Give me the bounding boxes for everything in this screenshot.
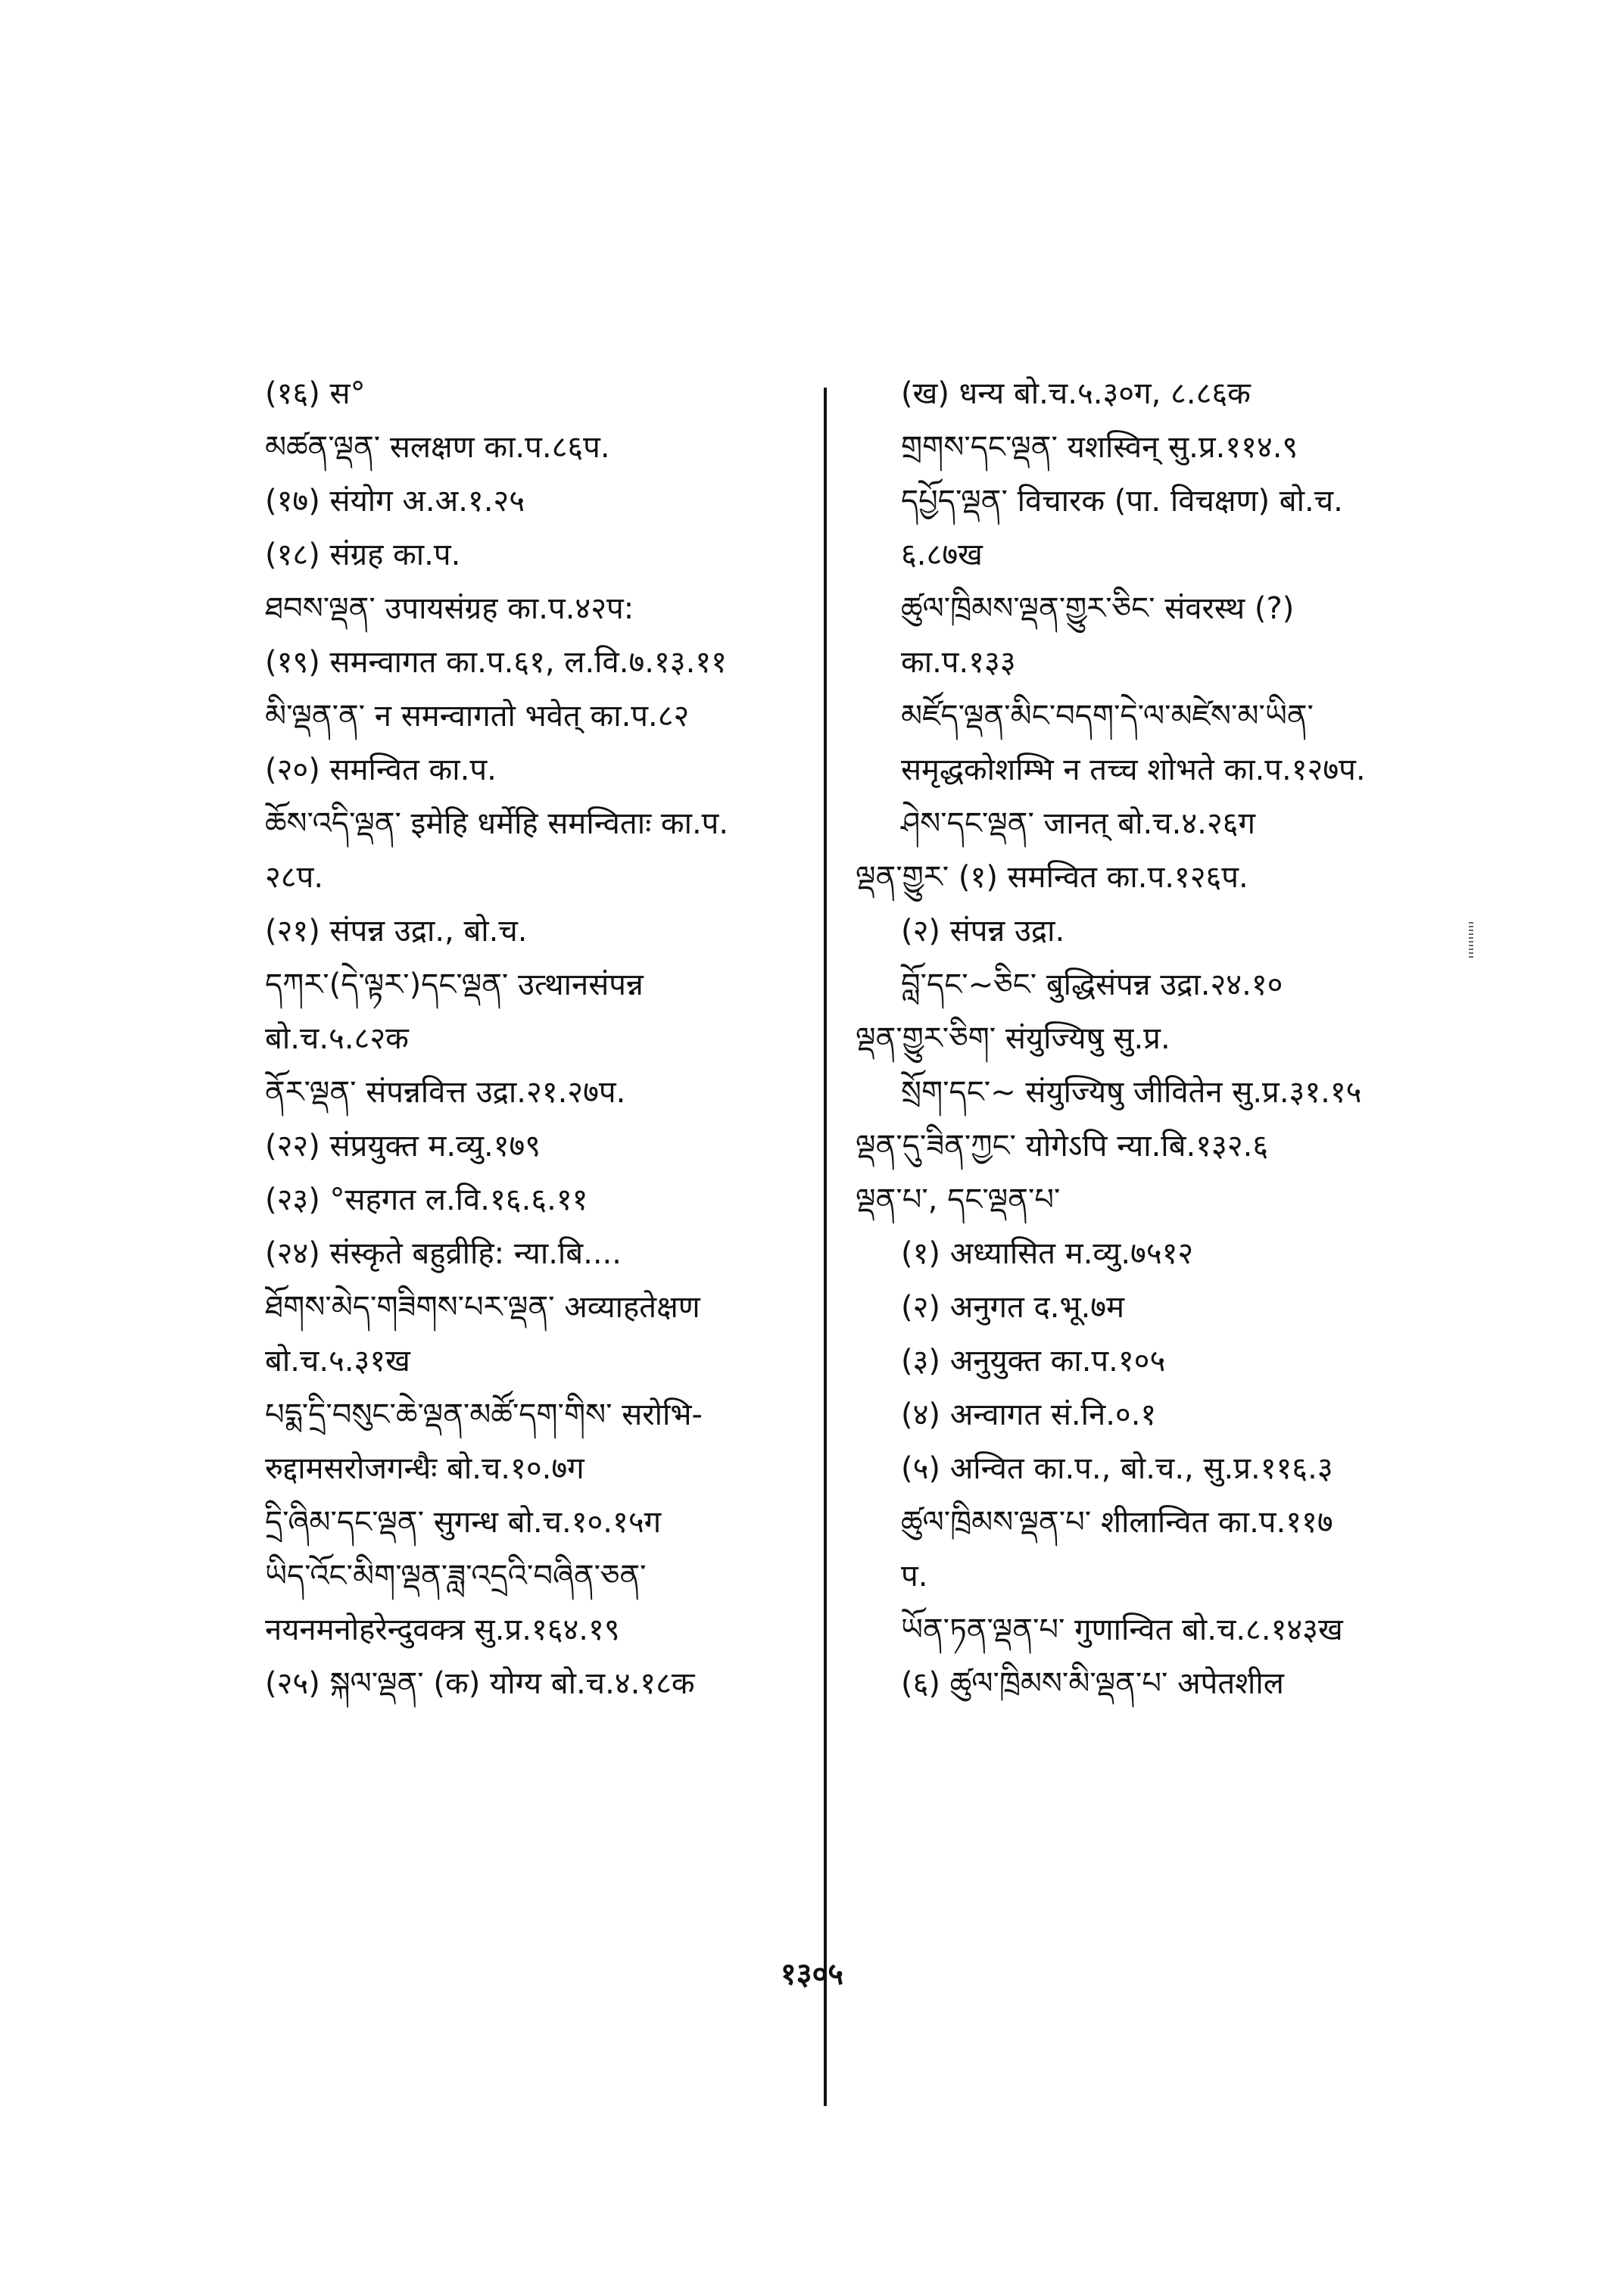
column-divider	[824, 388, 827, 2106]
sub-entry-line: समृद्धकोशम्भि न तच्च शोभते का.प.१२७प.	[901, 752, 1366, 787]
sub-entry-line: སྲོག་དང་~ संयुज्यिषु जीवितेन सु.प्र.३१.१५	[901, 1075, 1362, 1110]
sub-entry-line: དཔྱོད་ལྡན་ विचारक (पा. विचक्षण) बो.च.	[901, 484, 1343, 519]
sub-entry-line: ཤེས་དང་ལྡན་ जानत् बो.च.४.२६ग	[901, 806, 1255, 841]
sub-entry-line: का.प.१३३	[901, 645, 1016, 680]
entry-line: बो.च.५.८२क	[265, 1021, 409, 1056]
entry-line: (१६) स°	[265, 376, 366, 411]
sub-entry-line: (२) संपन्न उद्रा.	[901, 914, 1065, 949]
sub-entry-line: (ख) धन्य बो.च.५.३०ग, ८.८६क	[901, 376, 1251, 411]
entry-line: དྲི་ཞིམ་དང་ལྡན་ सुगन्ध बो.च.१०.१५ग	[265, 1505, 662, 1540]
entry-line: (२३) °सहगत ल.वि.१६.६.११	[265, 1182, 588, 1217]
sub-entry-line: ཡོན་ཏན་ལྡན་པ་ गुणान्वित बो.च.८.१४३ख	[901, 1612, 1343, 1647]
headword-line: ལྡན་དུ་ཟིན་ཀྱང་ योगेऽपि न्या.बि.१३२.६	[856, 1129, 1269, 1164]
sub-entry-line: (३) अनुयुक्त का.प.१०५	[901, 1344, 1166, 1379]
entry-line: (२०) समन्वित का.प.	[265, 752, 497, 787]
entry-line: (२४) संस्कृते बहुव्रीहि: न्या.बि....	[265, 1236, 622, 1271]
left-column	[265, 369, 810, 1713]
entry-line: ཐོགས་མེད་གཟིགས་པར་ལྡན་ अव्याहतेक्षण	[265, 1290, 700, 1325]
sub-entry-line: ཚུལ་ཁྲིམས་ལྡན་གྱུར་ཅིང་ संवरस्थ (?)	[901, 591, 1295, 626]
headword-line: ལྡན་གྱུར་ (१) समन्वित का.प.१२६प.	[856, 860, 1248, 895]
sub-entry-line: (१) अध्यासित म.व्यु.७५१२	[901, 1236, 1194, 1271]
sub-entry-line: (५) अन्वित का.प., बो.च., सु.प्र.११६.३	[901, 1451, 1333, 1486]
page-number: १३०५	[780, 1957, 844, 1992]
entry-line: (१७) संयोग अ.अ.१.२५	[265, 484, 525, 519]
sub-entry-line: གྲགས་དང་ལྡན་ यशस्विन् सु.प्र.११४.९	[901, 430, 1298, 465]
sub-entry-line: བློ་དང་~ཅིང་ बुद्धिसंपन्न उद्रा.२४.१०	[901, 967, 1283, 1002]
headword-line: ལྡན་གྱུར་ཅིག་ संयुज्यिषु सु.प्र.	[856, 1021, 1170, 1056]
entry-line: बो.च.५.३१ख	[265, 1344, 410, 1379]
entry-line: (२२) संप्रयुक्त म.व्यु.१७९	[265, 1129, 541, 1164]
sub-entry-line: (४) अन्वागत सं.नि.०.१	[901, 1397, 1157, 1432]
entry-line: ཡིད་འོང་མིག་ལྡན་ཟླ་འདྲའི་བཞིན་ཅན་	[265, 1559, 647, 1594]
entry-line: ནོར་ལྡན་ संपन्नवित्त उद्रा.२१.२७प.	[265, 1075, 626, 1110]
sub-entry-line: (६) ཚུལ་ཁྲིམས་མི་ལྡན་པ་ अपेतशील	[901, 1666, 1284, 1701]
entry-line: (२१) संपन्न उद्रा., बो.च.	[265, 914, 528, 949]
entry-line: ཆོས་འདི་ལྡན་ इमेहि धर्मेहि समन्विताः का.प.	[265, 806, 729, 841]
headword-line: ལྡན་པ་, དང་ལྡན་པ་	[856, 1182, 1061, 1217]
entry-line: ཐབས་ལྡན་ उपायसंग्रह का.प.४२प:	[265, 591, 634, 626]
entry-line: नयनमनोहरेन्दुवक्त्र सु.प्र.१६४.१९	[265, 1612, 620, 1647]
entry-line: (१९) समन्वागत का.प.६१, ल.वि.७.१३.११	[265, 645, 727, 680]
sub-entry-line: ཚུལ་ཁྲིམས་ལྡན་པ་ शीलान्वित का.प.११७	[901, 1505, 1333, 1540]
entry-line: रुद्दामसरोजगन्धैः बो.च.१०.७ग	[265, 1451, 584, 1486]
entry-line: དཀར་(དེ་ལྟར་)དང་ལྡན་ उत्थानसंपन्न	[265, 967, 644, 1002]
margin-tick-marks	[1469, 922, 1473, 958]
sub-entry-line: प.	[901, 1559, 928, 1594]
right-column	[856, 369, 1446, 1713]
entry-line: མི་ལྡན་ན་ न समन्वागतो भवेत् का.प.८२	[265, 699, 690, 734]
entry-line: པདྨ་དྲི་བསུང་ཆེ་ལྡན་མཚོ་དག་གིས་ सरोभि-	[265, 1397, 703, 1432]
entry-line: མཚན་ལྡན་ सलक्षण का.प.८६प.	[265, 430, 610, 465]
sub-entry-line: མཛོད་ལྡན་མིང་བདག་དེ་ལ་མཛེས་མ་ཡིན་	[901, 699, 1314, 734]
entry-line: (२५) སྐལ་ལྡན་ (क) योग्य बो.च.४.१८क	[265, 1666, 695, 1701]
entry-line: (१८) संग्रह का.प.	[265, 537, 461, 572]
sub-entry-line: (२) अनुगत द.भू.७म	[901, 1290, 1125, 1325]
entry-line: २८प.	[265, 860, 324, 895]
sub-entry-line: ६.८७ख	[901, 537, 983, 572]
